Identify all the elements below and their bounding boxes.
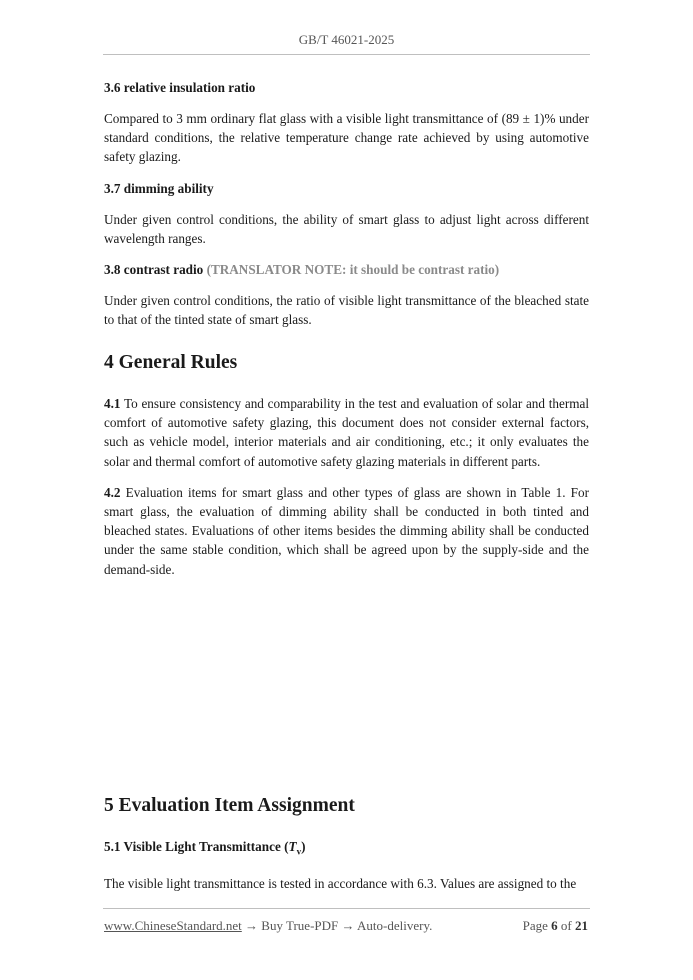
arrow-right-icon: → <box>245 918 259 933</box>
tv-symbol: T <box>288 839 297 854</box>
clause-4-1-number: 4.1 <box>104 396 121 411</box>
clause-4-1-text: To ensure consistency and comparability in the test and evaluation of solar and thermal comfort of automotive safety glazing, this document does not consider external factors, such as vehicle model, interior materials and air conditioning, etc.; it only evaluates the solar and thermal comfort of automotive safety glazing materials in different parts. <box>104 396 589 469</box>
clause-3-6-body: Compared to 3 mm ordinary flat glass with a visible light transmittance of (89 ± 1)% under standard conditions, the relative temperature change rate achieved by using automotive safety glazing. <box>104 111 589 165</box>
page-number <box>523 918 588 934</box>
general-rules-section <box>104 350 589 591</box>
chinesestandard-link[interactable]: www.ChineseStandard.net <box>104 918 242 933</box>
tv-subscript: v <box>296 846 302 857</box>
footer-divider <box>103 908 590 909</box>
clause-4-2 <box>104 483 589 579</box>
clause-3-6-heading: 3.6 relative insulation ratio <box>104 80 256 95</box>
current-page: 6 <box>551 918 558 933</box>
clause-4-2-number: 4.2 <box>104 484 121 500</box>
footer-links <box>104 918 432 934</box>
page-header: GB/T 46021-2025 <box>298 32 395 47</box>
evaluation-item-section <box>104 793 589 905</box>
clause-5-1-heading <box>104 837 589 862</box>
clause-5-1-body: The visible light transmittance is tested in accordance with 6.3. Values are assigned to the <box>104 875 577 891</box>
clause-3-8-heading <box>104 260 589 279</box>
buy-pdf-text: Buy True-PDF <box>261 918 339 933</box>
total-pages: 21 <box>575 918 588 933</box>
clause-3-7-heading: 3.7 dimming ability <box>104 180 214 196</box>
section-4-heading: 4 General Rules <box>104 352 238 373</box>
arrow-right-icon: → <box>341 918 355 933</box>
section-5-heading: 5 Evaluation Item Assignment <box>104 795 355 816</box>
page-footer <box>104 918 588 934</box>
header-divider <box>103 54 590 55</box>
clause-5-1-title: 5.1 Visible Light Transmittance ( <box>104 839 289 854</box>
clause-4-2-text: Evaluation items for smart glass and other types of glass are shown in Table 1. For smart glass, the evaluation of dimming ability shall be conducted in both tinted and bleached states. Evaluations of other items besides the dimming ability shall be conducted under the same stable condition, which shall be agreed upon by the supply-side and the demand-side. <box>104 484 590 577</box>
of-label: of <box>560 918 572 933</box>
clause-4-1 <box>104 394 589 471</box>
clause-3-8-body: Under given control conditions, the ratio of visible light transmittance of the bleached state to that of the tinted state of smart glass. <box>104 293 589 328</box>
auto-delivery-text: Auto-delivery. <box>357 918 433 933</box>
clause-3-8-title: 3.8 contrast radio <box>104 262 204 278</box>
translator-note: (TRANSLATOR NOTE: it should be contrast ratio) <box>206 262 500 278</box>
clause-5-1-close: ) <box>301 839 306 854</box>
page-label: Page <box>522 918 548 933</box>
clause-3-7-body: Under given control conditions, the ability of smart glass to adjust light across different wavelength ranges. <box>104 211 589 246</box>
definitions-section <box>104 78 589 341</box>
